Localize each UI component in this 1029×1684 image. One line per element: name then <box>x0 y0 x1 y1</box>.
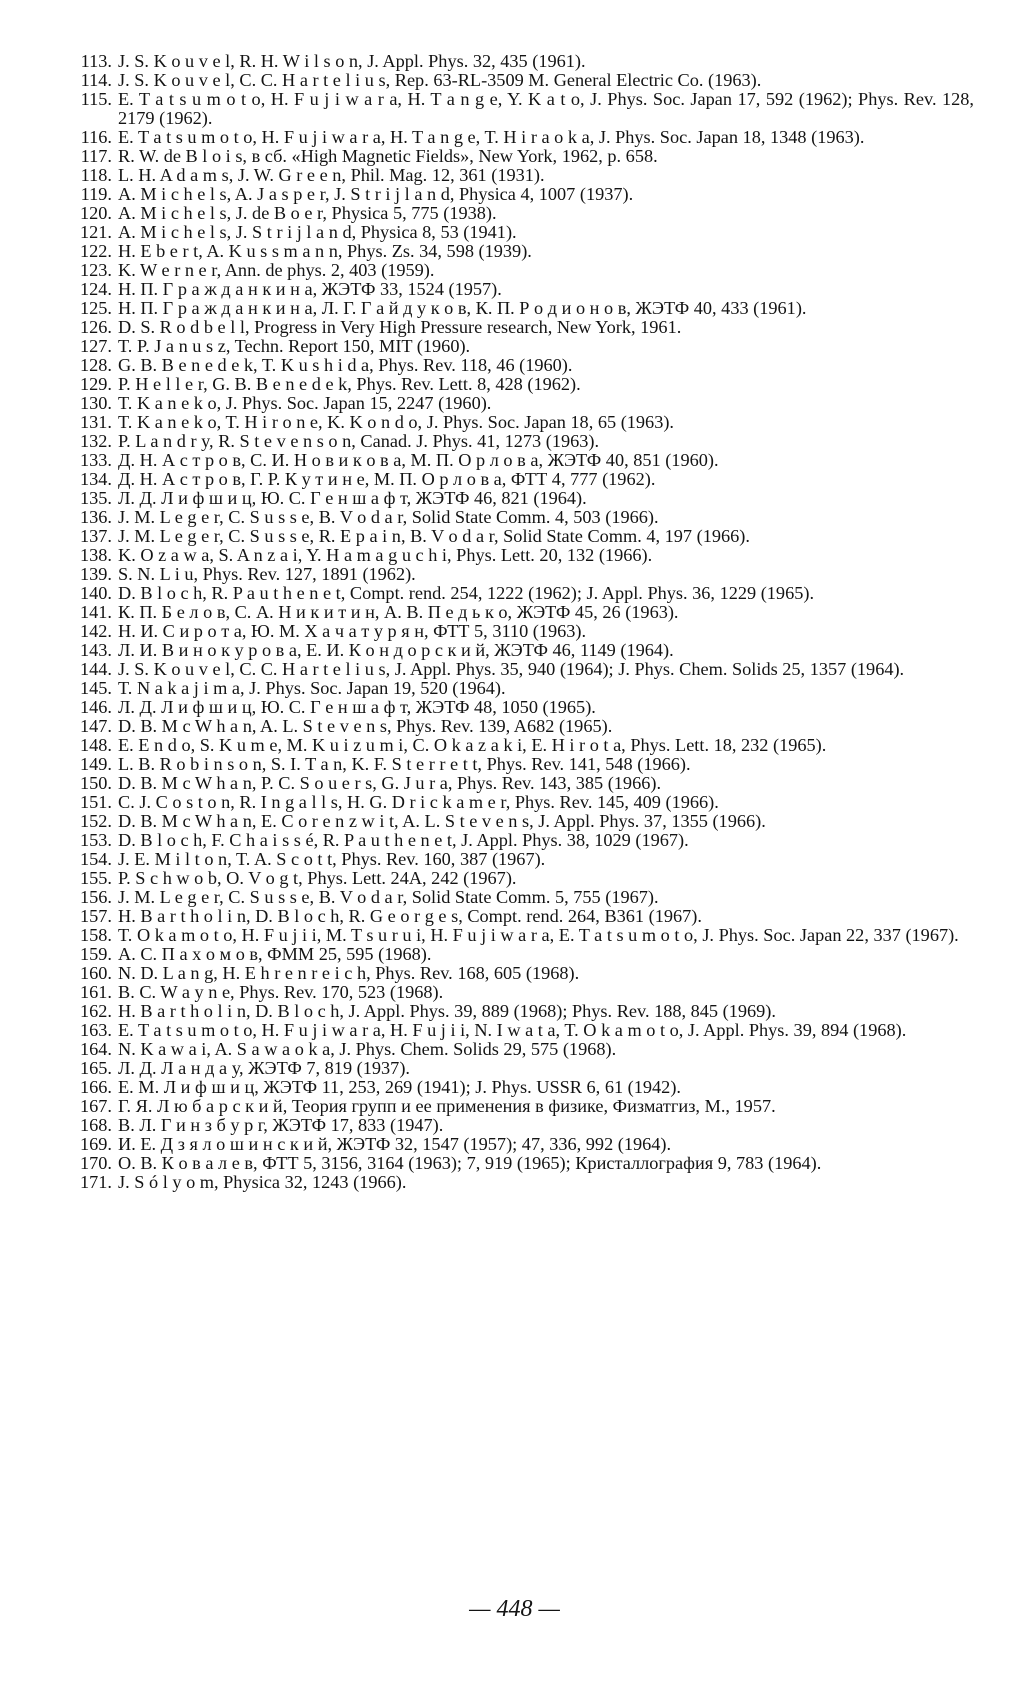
reference-item <box>54 527 974 546</box>
reference-item <box>54 1116 974 1135</box>
reference-number: 123. <box>80 260 112 280</box>
reference-number: 161. <box>80 982 112 1002</box>
reference-text: C. J. C o s t o n, R. I n g a l l s, H. G. D r i c k a m e r, Phys. Rev. 145, 409 (1966). <box>118 792 719 812</box>
reference-item <box>54 831 974 850</box>
reference-number: 164. <box>80 1039 112 1059</box>
reference-text: D. S. R o d b e l l, Progress in Very High Pressure research, New York, 1961. <box>118 317 682 337</box>
reference-text: P. L a n d r y, R. S t e v e n s o n, Canad. J. Phys. 41, 1273 (1963). <box>118 431 600 451</box>
reference-text: L. H. A d a m s, J. W. G r e e n, Phil. Mag. 12, 361 (1931). <box>118 165 545 185</box>
reference-text: N. K a w a i, A. S a w a o k a, J. Phys. Chem. Solids 29, 575 (1968). <box>118 1039 617 1059</box>
reference-text: Л. Д. Л и ф ш и ц, Ю. С. Г е н ш а ф т, ЖЭТФ 46, 821 (1964). <box>118 488 587 508</box>
reference-text: K. O z a w a, S. A n z a i, Y. H a m a g u c h i, Phys. Lett. 20, 132 (1966). <box>118 545 653 565</box>
reference-item <box>54 128 974 147</box>
reference-text: T. O k a m o t o, H. F u j i i, M. T s u r u i, H. F u j i w a r a, E. T a t s u m o t o, J. Phys. Soc. Japan 22, 337 (1967). <box>118 925 959 945</box>
reference-item <box>54 546 974 565</box>
reference-text: А. С. П а х о м о в, ФММ 25, 595 (1968). <box>118 944 432 964</box>
reference-item <box>54 52 974 71</box>
reference-text: J. M. L e g e r, C. S u s s e, R. E p a i n, B. V o d a r, Solid State Comm. 4, 197 (1966). <box>118 526 750 546</box>
reference-item <box>54 261 974 280</box>
reference-text: T. K a n e k o, T. H i r o n e, K. K o n d o, J. Phys. Soc. Japan 18, 65 (1963). <box>118 412 674 432</box>
reference-number: 115. <box>80 89 112 109</box>
reference-text: J. S. K o u v e l, C. C. H a r t e l i u s, J. Appl. Phys. 35, 940 (1964); J. Phys. Chem. Solids 25, 1357 (1964). <box>118 659 905 679</box>
reference-text: G. B. B e n e d e k, T. K u s h i d a, Phys. Rev. 118, 46 (1960). <box>118 355 573 375</box>
reference-number: 128. <box>80 355 112 375</box>
reference-number: 118. <box>80 165 112 185</box>
reference-item <box>54 717 974 736</box>
reference-number: 137. <box>80 526 112 546</box>
reference-number: 113. <box>80 51 112 71</box>
reference-item <box>54 394 974 413</box>
reference-text: J. M. L e g e r, C. S u s s e, B. V o d a r, Solid State Comm. 4, 503 (1966). <box>118 507 659 527</box>
reference-item <box>54 242 974 261</box>
reference-number: 121. <box>80 222 112 242</box>
reference-text: B. C. W a y n e, Phys. Rev. 170, 523 (1968). <box>118 982 444 1002</box>
reference-number: 153. <box>80 830 112 850</box>
reference-number: 122. <box>80 241 112 261</box>
reference-item <box>54 413 974 432</box>
reference-number: 124. <box>80 279 112 299</box>
reference-item <box>54 641 974 660</box>
reference-text: О. В. К о в а л е в, ФТТ 5, 3156, 3164 (1963); 7, 919 (1965); Кристаллография 9, 783 (1964). <box>118 1153 822 1173</box>
reference-item <box>54 1154 974 1173</box>
reference-text: К. П. Б е л о в, С. А. Н и к и т и н, А. В. П е д ь к о, ЖЭТФ 45, 26 (1963). <box>118 602 679 622</box>
reference-number: 133. <box>80 450 112 470</box>
reference-number: 143. <box>80 640 112 660</box>
reference-number: 162. <box>80 1001 112 1021</box>
reference-number: 129. <box>80 374 112 394</box>
reference-item <box>54 774 974 793</box>
reference-number: 149. <box>80 754 112 774</box>
reference-text: И. Е. Д з я л о ш и н с к и й, ЖЭТФ 32, 1547 (1957); 47, 336, 992 (1964). <box>118 1134 672 1154</box>
reference-text: Д. Н. А с т р о в, Г. Р. К у т и н е, М. П. О р л о в а, ФТТ 4, 777 (1962). <box>118 469 656 489</box>
reference-number: 147. <box>80 716 112 736</box>
reference-text: J. S. K o u v e l, R. H. W i l s o n, J. Appl. Phys. 32, 435 (1961). <box>118 51 586 71</box>
reference-item <box>54 698 974 717</box>
reference-item <box>54 489 974 508</box>
reference-text: T. N a k a j i m a, J. Phys. Soc. Japan 19, 520 (1964). <box>118 678 506 698</box>
reference-text: Д. Н. А с т р о в, С. И. Н о в и к о в а, М. П. О р л о в а, ЖЭТФ 40, 851 (1960). <box>118 450 719 470</box>
reference-number: 138. <box>80 545 112 565</box>
reference-text: R. W. de B l o i s, в сб. «High Magnetic Fields», New York, 1962, p. 658. <box>118 146 658 166</box>
reference-text: D. B l o c h, F. C h a i s s é, R. P a u t h e n e t, J. Appl. Phys. 38, 1029 (1967). <box>118 830 689 850</box>
reference-item <box>54 1173 974 1192</box>
reference-text: J. M. L e g e r, C. S u s s e, B. V o d a r, Solid State Comm. 5, 755 (1967). <box>118 887 659 907</box>
reference-text: E. T a t s u m o t o, H. F u j i w a r a, H. T a n g e, T. H i r a o k a, J. Phys. Soc. Japan 18, 1348 (1963). <box>118 127 865 147</box>
reference-text: H. B a r t h o l i n, D. B l o c h, J. Appl. Phys. 39, 889 (1968); Phys. Rev. 188, 845 (1969). <box>118 1001 776 1021</box>
reference-list <box>54 52 974 1192</box>
reference-text: T. P. J a n u s z, Techn. Report 150, MIT (1960). <box>118 336 471 356</box>
reference-text: Е. М. Л и ф ш и ц, ЖЭТФ 11, 253, 269 (1941); J. Phys. USSR 6, 61 (1942). <box>118 1077 681 1097</box>
reference-number: 126. <box>80 317 112 337</box>
reference-text: D. B. M c W h a n, P. C. S o u e r s, G. J u r a, Phys. Rev. 143, 385 (1966). <box>118 773 662 793</box>
reference-item <box>54 318 974 337</box>
reference-text: D. B. M c W h a n, E. C o r e n z w i t, A. L. S t e v e n s, J. Appl. Phys. 37, 1355 (1966). <box>118 811 766 831</box>
reference-item <box>54 1097 974 1116</box>
reference-text: H. E b e r t, A. K u s s m a n n, Phys. Zs. 34, 598 (1939). <box>118 241 532 261</box>
reference-text: J. E. M i l t o n, T. A. S c o t t, Phys. Rev. 160, 387 (1967). <box>118 849 546 869</box>
reference-number: 139. <box>80 564 112 584</box>
reference-item <box>54 888 974 907</box>
reference-item <box>54 204 974 223</box>
reference-text: В. Л. Г и н з б у р г, ЖЭТФ 17, 833 (1947). <box>118 1115 444 1135</box>
reference-item <box>54 1059 974 1078</box>
reference-item <box>54 850 974 869</box>
reference-text: Л. Д. Л а н д а у, ЖЭТФ 7, 819 (1937). <box>118 1058 410 1078</box>
reference-item <box>54 983 974 1002</box>
reference-text: D. B l o c h, R. P a u t h e n e t, Compt. rend. 254, 1222 (1962); J. Appl. Phys. 36, 1229 (1965). <box>118 583 815 603</box>
reference-number: 169. <box>80 1134 112 1154</box>
reference-number: 134. <box>80 469 112 489</box>
reference-text: J. S ó l y o m, Physica 32, 1243 (1966). <box>118 1172 407 1192</box>
reference-number: 167. <box>80 1096 112 1116</box>
reference-item <box>54 280 974 299</box>
reference-text: L. B. R o b i n s o n, S. I. T a n, K. F. S t e r r e t t, Phys. Rev. 141, 548 (1966). <box>118 754 691 774</box>
reference-number: 146. <box>80 697 112 717</box>
reference-number: 168. <box>80 1115 112 1135</box>
reference-text: J. S. K o u v e l, C. C. H a r t e l i u s, Rep. 63-RL-3509 M. General Electric Co. (1963). <box>118 70 762 90</box>
reference-item <box>54 1040 974 1059</box>
reference-item <box>54 964 974 983</box>
reference-number: 130. <box>80 393 112 413</box>
reference-item <box>54 945 974 964</box>
reference-item <box>54 1078 974 1097</box>
reference-text: Л. Д. Л и ф ш и ц, Ю. С. Г е н ш а ф т, ЖЭТФ 48, 1050 (1965). <box>118 697 596 717</box>
reference-item <box>54 299 974 318</box>
page-number: — 448 — <box>469 1596 560 1622</box>
reference-item <box>54 508 974 527</box>
reference-text: T. K a n e k o, J. Phys. Soc. Japan 15, 2247 (1960). <box>118 393 492 413</box>
reference-item <box>54 147 974 166</box>
reference-item <box>54 71 974 90</box>
reference-number: 142. <box>80 621 112 641</box>
reference-number: 116. <box>80 127 112 147</box>
reference-text: Н. И. С и р о т а, Ю. М. Х а ч а т у р я н, ФТТ 5, 3110 (1963). <box>118 621 587 641</box>
reference-item <box>54 356 974 375</box>
reference-number: 114. <box>80 70 112 90</box>
reference-item <box>54 679 974 698</box>
reference-text: P. H e l l e r, G. B. B e n e d e k, Phys. Rev. Lett. 8, 428 (1962). <box>118 374 581 394</box>
reference-text: A. M i c h e l s, J. de B o e r, Physica 5, 775 (1938). <box>118 203 497 223</box>
reference-text: N. D. L a n g, H. E h r e n r e i c h, Phys. Rev. 168, 605 (1968). <box>118 963 580 983</box>
reference-number: 151. <box>80 792 112 812</box>
reference-item <box>54 470 974 489</box>
reference-item <box>54 869 974 888</box>
reference-item <box>54 375 974 394</box>
reference-text: E. E n d o, S. K u m e, M. K u i z u m i, C. O k a z a k i, E. H i r o t a, Phys. Lett. 18, 232 (1965). <box>118 735 827 755</box>
reference-item <box>54 584 974 603</box>
reference-text: K. W e r n e r, Ann. de phys. 2, 403 (1959). <box>118 260 435 280</box>
reference-text: A. M i c h e l s, J. S t r i j l a n d, Physica 8, 53 (1941). <box>118 222 517 242</box>
reference-number: 156. <box>80 887 112 907</box>
reference-number: 140. <box>80 583 112 603</box>
reference-number: 120. <box>80 203 112 223</box>
reference-number: 145. <box>80 678 112 698</box>
reference-number: 152. <box>80 811 112 831</box>
reference-item <box>54 1021 974 1040</box>
reference-item <box>54 166 974 185</box>
reference-item <box>54 603 974 622</box>
reference-number: 141. <box>80 602 112 622</box>
reference-item <box>54 907 974 926</box>
reference-item <box>54 185 974 204</box>
reference-item <box>54 1135 974 1154</box>
reference-number: 157. <box>80 906 112 926</box>
reference-number: 131. <box>80 412 112 432</box>
reference-item <box>54 432 974 451</box>
reference-text: H. B a r t h o l i n, D. B l o c h, R. G e o r g e s, Compt. rend. 264, B361 (1967). <box>118 906 702 926</box>
reference-number: 125. <box>80 298 112 318</box>
reference-item <box>54 755 974 774</box>
reference-text: D. B. M c W h a n, A. L. S t e v e n s, Phys. Rev. 139, A682 (1965). <box>118 716 613 736</box>
reference-item <box>54 337 974 356</box>
reference-text: Н. П. Г р а ж д а н к и н а, Л. Г. Г а й д у к о в, К. П. Р о д и о н о в, ЖЭТФ 40, 433 (1961). <box>118 298 807 318</box>
reference-number: 119. <box>80 184 112 204</box>
reference-number: 117. <box>80 146 112 166</box>
reference-number: 148. <box>80 735 112 755</box>
reference-number: 171. <box>80 1172 112 1192</box>
reference-item <box>54 90 974 128</box>
reference-text: A. M i c h e l s, A. J a s p e r, J. S t r i j l a n d, Physica 4, 1007 (1937). <box>118 184 634 204</box>
reference-number: 163. <box>80 1020 112 1040</box>
reference-item <box>54 565 974 584</box>
reference-text: Л. И. В и н о к у р о в а, Е. И. К о н д о р с к и й, ЖЭТФ 46, 1149 (1964). <box>118 640 674 660</box>
reference-number: 170. <box>80 1153 112 1173</box>
reference-number: 154. <box>80 849 112 869</box>
reference-text: Н. П. Г р а ж д а н к и н а, ЖЭТФ 33, 1524 (1957). <box>118 279 502 299</box>
reference-item <box>54 736 974 755</box>
reference-item <box>54 660 974 679</box>
reference-item <box>54 622 974 641</box>
reference-number: 136. <box>80 507 112 527</box>
reference-item <box>54 926 974 945</box>
reference-number: 159. <box>80 944 112 964</box>
reference-item <box>54 812 974 831</box>
reference-text: Г. Я. Л ю б а р с к и й, Теория групп и ее применения в физике, Физматгиз, М., 1957. <box>118 1096 776 1116</box>
reference-number: 144. <box>80 659 112 679</box>
reference-number: 160. <box>80 963 112 983</box>
reference-item <box>54 793 974 812</box>
reference-number: 166. <box>80 1077 112 1097</box>
reference-number: 150. <box>80 773 112 793</box>
reference-text: E. T a t s u m o t o, H. F u j i w a r a, H. T a n g e, Y. K a t o, J. Phys. Soc. Japan 17, 592 (1962); Phys. Rev. 128, 2179 (1962). <box>118 89 974 128</box>
reference-text: P. S c h w o b, O. V o g t, Phys. Lett. 24A, 242 (1967). <box>118 868 517 888</box>
reference-number: 127. <box>80 336 112 356</box>
reference-number: 165. <box>80 1058 112 1078</box>
reference-number: 132. <box>80 431 112 451</box>
reference-number: 158. <box>80 925 112 945</box>
reference-text: E. T a t s u m o t o, H. F u j i w a r a, H. F u j i i, N. I w a t a, T. O k a m o t o, J. Appl. Phys. 39, 894 (1968). <box>118 1020 907 1040</box>
reference-item <box>54 451 974 470</box>
reference-number: 135. <box>80 488 112 508</box>
reference-item <box>54 1002 974 1021</box>
reference-text: S. N. L i u, Phys. Rev. 127, 1891 (1962). <box>118 564 416 584</box>
reference-number: 155. <box>80 868 112 888</box>
reference-item <box>54 223 974 242</box>
